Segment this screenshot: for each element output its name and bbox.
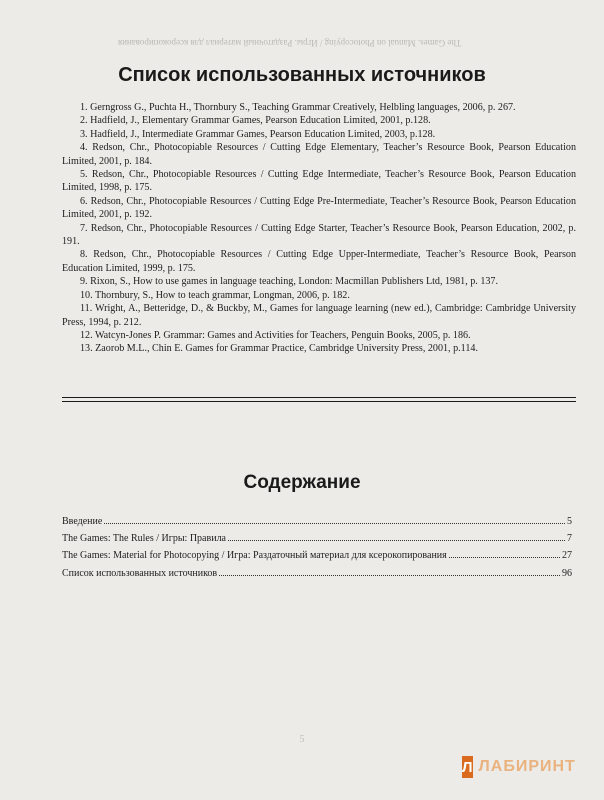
- toc-entry-page: 27: [562, 550, 572, 562]
- labirint-logo: [462, 752, 576, 782]
- labirint-logo-text: ЛАБИРИНТ: [478, 758, 576, 775]
- sources-list: [62, 101, 576, 356]
- toc-entry-label: The Games: The Rules / Игры: Правила: [62, 533, 226, 545]
- toc-entry-photocopying[interactable]: [62, 547, 572, 564]
- source-item: 4. Redson, Chr., Photocopiable Resources / Cutting Edge Elementary, Teacher’s Resource Book, Pearson Education Limited, 2001, p. 184.: [62, 142, 576, 167]
- source-item: 5. Redson, Chr., Photocopiable Resources / Cutting Edge Intermediate, Teacher’s Resource Book, Pearson Education Limited, 1998, p. 175.: [62, 169, 576, 194]
- toc-leader-dots: [228, 532, 565, 541]
- contents-title: Содержание: [243, 472, 361, 493]
- source-item: 9. Rixon, S., How to use games in language teaching, London: Macmillan Publishers Ltd, 1981, p. 137.: [80, 276, 498, 288]
- page-number: 5: [299, 734, 305, 745]
- toc-entry-sources[interactable]: [62, 565, 572, 582]
- toc-entry-page: 5: [567, 516, 572, 527]
- source-item: 3. Hadfield, J., Intermediate Grammar Games, Pearson Education Limited, 2003, p.128.: [80, 128, 436, 140]
- toc-entry-rules[interactable]: [62, 530, 572, 547]
- source-item: 12. Watcyn-Jones P. Grammar: Games and Activities for Teachers, Penguin Books, 2005, p. 186.: [80, 329, 471, 341]
- source-item: 2. Hadfield, J., Elementary Grammar Games, Pearson Education Limited, 2001, p.128.: [80, 115, 431, 127]
- source-item: 8. Redson, Chr., Photocopiable Resources / Cutting Edge Upper-Intermediate, Teacher’s Resource Book, Pearson Education Limited, 1999, p. 175.: [62, 249, 576, 274]
- source-item: 7. Redson, Chr., Photocopiable Resources / Cutting Edge Starter, Teacher’s Resource Book, Pearson Education, 2002, p. 191.: [62, 222, 576, 248]
- toc-entry-label: The Games: Material for Photocopying / Игра: Раздаточный материал для ксерокопирования: [62, 550, 447, 562]
- source-item: 11. Wright, A., Betteridge, D., & Buckby, M., Games for language learning (new ed.), Cambridge: Cambridge University Press, 1994, p. 212.: [62, 303, 576, 328]
- section-divider-top: [62, 397, 576, 398]
- labirint-logo-icon: Л: [462, 756, 473, 778]
- running-head: The Games. Manual on Photocopying / Игры. Раздаточный материал для ксерокопирования: [118, 38, 462, 48]
- toc-entry-introduction[interactable]: [62, 513, 572, 530]
- section-divider-bottom: [62, 401, 576, 402]
- source-item: 10. Thornbury, S., How to teach grammar, Longman, 2006, p. 182.: [80, 289, 350, 301]
- toc-entry-page: 96: [562, 567, 572, 579]
- toc-entry-label: Введение: [62, 516, 103, 527]
- toc-leader-dots: [219, 567, 560, 576]
- source-item: 6. Redson, Chr., Photocopiable Resources / Cutting Edge Pre-Intermediate, Teacher’s Resource Book, Pearson Education Limited, 2001, p. 192.: [62, 195, 576, 221]
- source-item: 13. Zaorob M.L., Chin E. Games for Grammar Practice, Cambridge University Press, 2001, p.114.: [80, 343, 478, 355]
- source-item: 1. Gerngross G., Puchta H., Thornbury S., Teaching Grammar Creatively, Helbling languages, 2006, p. 267.: [80, 102, 516, 113]
- toc-entry-page: 7: [567, 533, 572, 545]
- toc-leader-dots: [104, 515, 565, 524]
- table-of-contents: [62, 513, 572, 582]
- sources-title: Список использованных источников: [118, 64, 486, 86]
- toc-leader-dots: [449, 549, 560, 558]
- toc-entry-label: Список использованных источников: [62, 567, 218, 579]
